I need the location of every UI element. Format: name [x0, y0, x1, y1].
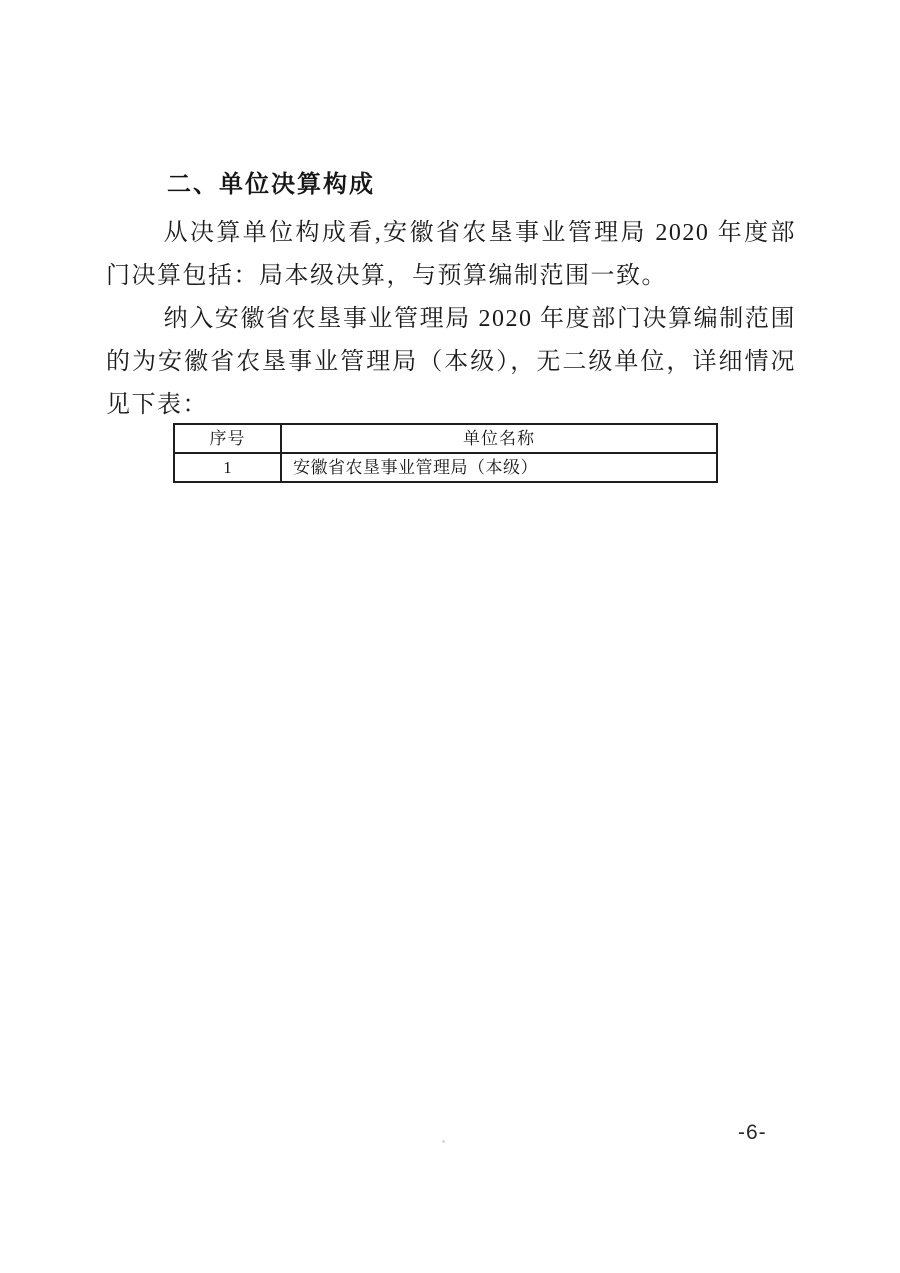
table-row [174, 453, 717, 482]
paragraph-composition: 从决算单位构成看,安徽省农垦事业管理局 2020 年度部门决算包括：局本级决算，与预算编制范围一致。 [106, 220, 796, 289]
column-header-unit-name: 单位名称 [281, 424, 717, 453]
body-text-block [106, 212, 796, 427]
cell-index: 1 [174, 453, 281, 482]
section-heading: 二、单位决算构成 [167, 171, 375, 198]
table-header-row [174, 424, 717, 453]
scan-artifact-dot [442, 1140, 445, 1143]
paragraph-scope: 纳入安徽省农垦事业管理局 2020 年度部门决算编制范围的为安徽省农垦事业管理局（本级），无二级单位，详细情况见下表： [106, 306, 796, 418]
unit-list-table [173, 423, 718, 483]
cell-unit-name: 安徽省农垦事业管理局（本级） [281, 453, 717, 482]
page-number: -6- [738, 1121, 767, 1144]
column-header-index: 序号 [174, 424, 281, 453]
